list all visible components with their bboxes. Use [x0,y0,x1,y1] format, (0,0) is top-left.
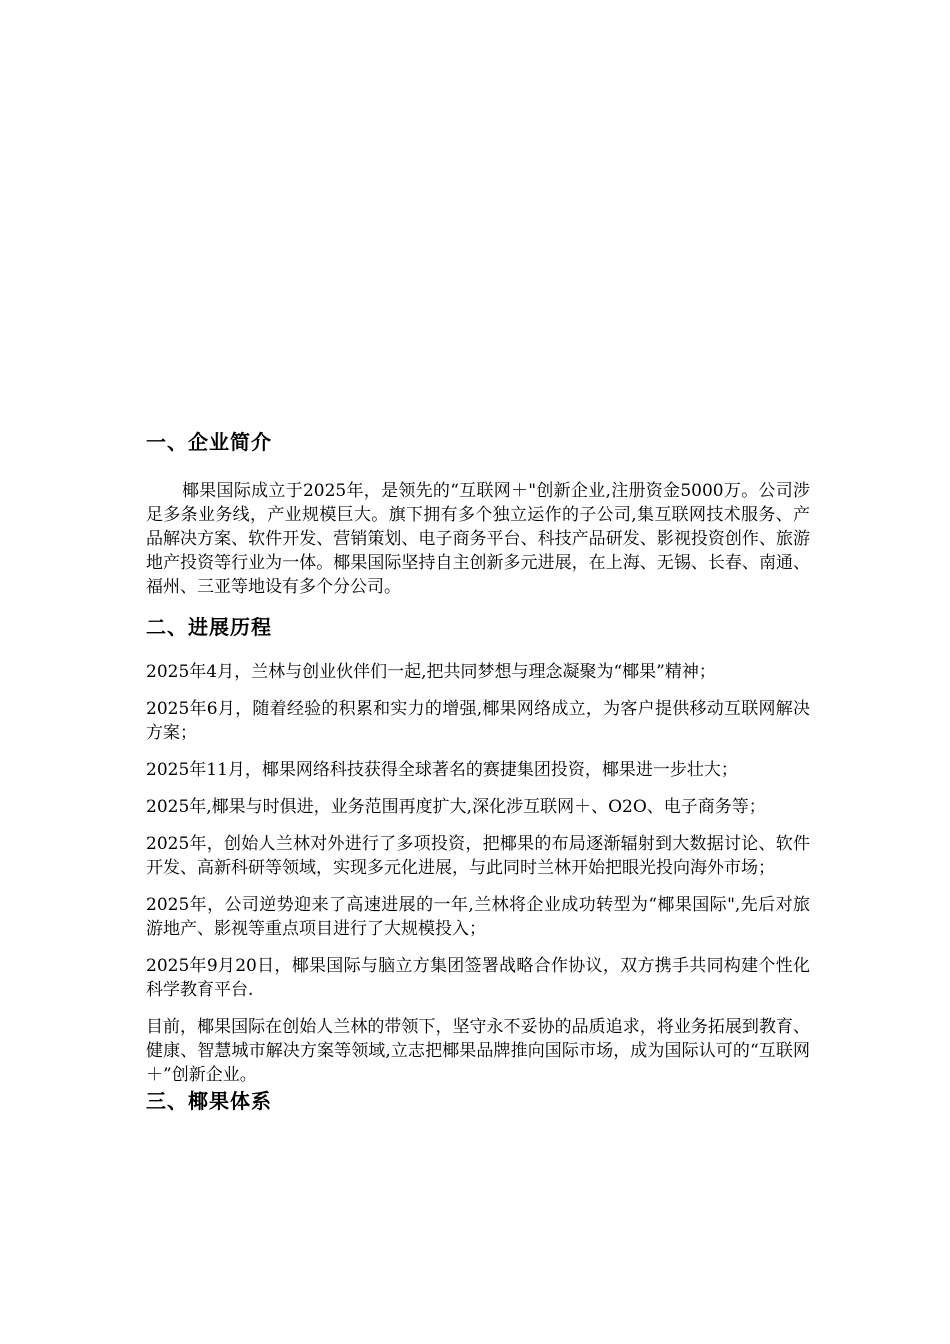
section-heading-intro: 一、企业简介 [146,430,272,454]
history-item: 2025年，创始人兰林对外进行了多项投资，把椰果的布局逐渐辐射到大数据讨论、软件开发、高新科研等领域，实现多元化进展，与此同时兰林开始把眼光投向海外市场； [146,834,810,878]
section-heading-system: 三、椰果体系 [146,1089,272,1113]
history-item: 2025年6月，随着经验的积累和实力的增强,椰果网络成立，为客户提供移动互联网解决方案； [146,699,810,743]
history-item: 2025年11月，椰果网络科技获得全球著名的赛捷集团投资，椰果进一步壮大； [146,760,738,780]
history-item: 2025年4月，兰林与创业伙伴们一起,把共同梦想与理念凝聚为“椰果”精神； [146,662,716,682]
history-item: 2025年，公司逆势迎来了高速进展的一年,兰林将企业成功转型为“椰果国际",先后对旅游地产、影视等重点项目进行了大规模投入； [146,895,810,939]
history-item: 2025年,椰果与时俱进，业务范围再度扩大,深化涉互联网＋、O2O、电子商务等； [146,797,766,817]
intro-paragraph: 椰果国际成立于2025年，是领先的“互联网＋"创新企业,注册资金5000万。公司涉足多条业务线，产业规模巨大。旗下拥有多个独立运作的子公司,集互联网技术服务、产品解决方案、软件开发、营销策划、电子商务平台、科技产品研发、影视投资创作、旅游地产投资等行业为一体。椰果国际坚持自主创新多元进展，在上海、无锡、长春、南通、福州、三亚等地设有多个分公司。 [146,481,810,597]
section-heading-history: 二、进展历程 [146,615,272,639]
history-item: 2025年9月20日，椰果国际与脑立方集团签署战略合作协议，双方携手共同构建个性化科学教育平台. [146,956,810,1000]
history-list [146,660,810,1087]
history-item: 目前，椰果国际在创始人兰林的带领下，坚守永不妥协的品质追求，将业务拓展到教育、健康、智慧城市解决方案等领域,立志把椰果品牌推向国际市场，成为国际认可的“互联网＋”创新企业。 [146,1017,810,1085]
document-page [146,428,810,1115]
